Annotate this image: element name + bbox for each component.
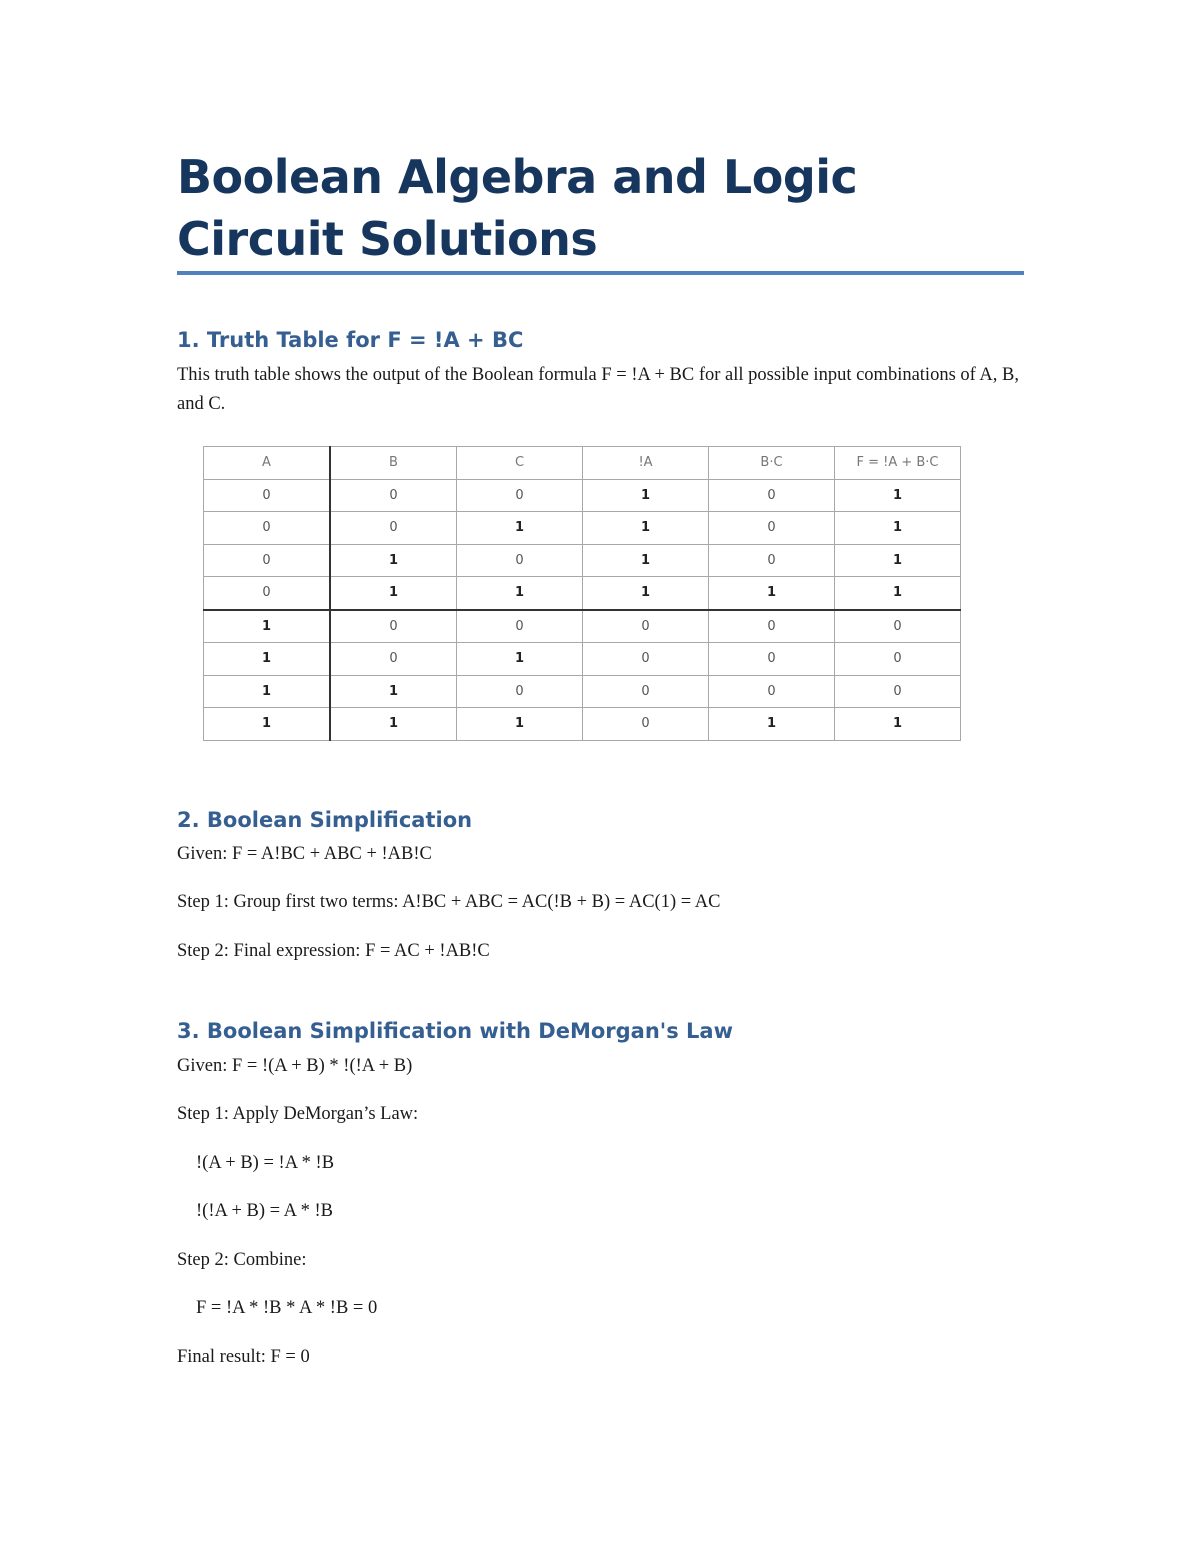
truth-table-cell: 1	[709, 708, 835, 741]
truth-table-cell: 0	[204, 479, 331, 512]
truth-table-cell: 0	[457, 610, 583, 643]
truth-table-cell: 0	[835, 675, 961, 708]
truth-table-row	[204, 708, 961, 741]
truth-table-cell: 1	[457, 577, 583, 610]
col-header-a: A	[204, 447, 331, 480]
truth-table-cell: 1	[330, 708, 457, 741]
truth-table-cell: 0	[583, 675, 709, 708]
col-header-not-a: !A	[583, 447, 709, 480]
truth-table-cell: 1	[583, 512, 709, 545]
truth-table-row	[204, 577, 961, 610]
truth-table	[203, 446, 961, 741]
truth-table-cell: 1	[583, 479, 709, 512]
truth-table-cell: 1	[204, 610, 331, 643]
truth-table-cell: 1	[330, 544, 457, 577]
truth-table-cell: 0	[330, 610, 457, 643]
truth-table-cell: 0	[709, 544, 835, 577]
truth-table-row	[204, 675, 961, 708]
title-underline	[177, 271, 1024, 275]
truth-table-cell: 0	[709, 479, 835, 512]
truth-table-cell: 1	[330, 675, 457, 708]
truth-table-cell: 0	[330, 643, 457, 676]
section3-step2-line1: F = !A * !B * A * !B = 0	[196, 1298, 378, 1318]
section3-given: Given: F = !(A + B) * !(!A + B)	[177, 1056, 413, 1076]
truth-table-cell: 1	[835, 479, 961, 512]
col-header-b: B	[330, 447, 457, 480]
truth-table-cell: 0	[583, 708, 709, 741]
truth-table-cell: 0	[709, 675, 835, 708]
truth-table-row	[204, 512, 961, 545]
truth-table-cell: 1	[204, 643, 331, 676]
truth-table-cell: 1	[583, 544, 709, 577]
section1-heading: 1. Truth Table for F = !A + BC	[177, 328, 524, 352]
truth-table-row	[204, 544, 961, 577]
truth-table-cell: 0	[835, 643, 961, 676]
col-header-bc: B·C	[709, 447, 835, 480]
section2-heading: 2. Boolean Simplification	[177, 808, 473, 832]
truth-table-cell: 0	[457, 675, 583, 708]
truth-table-cell: 0	[204, 544, 331, 577]
section2-given: Given: F = A!BC + ABC + !AB!C	[177, 844, 432, 864]
truth-table-cell: 1	[583, 577, 709, 610]
truth-table-cell: 0	[457, 479, 583, 512]
truth-table-cell: 1	[457, 708, 583, 741]
truth-table-header-row	[204, 447, 961, 480]
section1-description: This truth table shows the output of the Boolean formula F = !A + BC for all possible input combinations of A, B, and C.	[177, 365, 1019, 414]
truth-table-cell: 0	[835, 610, 961, 643]
section3-heading: 3. Boolean Simplification with DeMorgan's Law	[177, 1019, 733, 1043]
truth-table-row	[204, 643, 961, 676]
truth-table-cell: 0	[457, 544, 583, 577]
truth-table-cell: 1	[204, 675, 331, 708]
truth-table-cell: 1	[330, 577, 457, 610]
truth-table-cell: 0	[583, 643, 709, 676]
section2-step2: Step 2: Final expression: F = AC + !AB!C	[177, 941, 490, 961]
truth-table-cell: 0	[330, 479, 457, 512]
truth-table-cell: 0	[330, 512, 457, 545]
section3-step1-line2: !(!A + B) = A * !B	[196, 1201, 334, 1221]
truth-table-cell: 1	[204, 708, 331, 741]
section3-step2: Step 2: Combine:	[177, 1250, 307, 1270]
document-title: Boolean Algebra and Logic Circuit Solutions	[177, 150, 858, 266]
truth-table-cell: 1	[709, 577, 835, 610]
truth-table-row	[204, 610, 961, 643]
section3-step1: Step 1: Apply DeMorgan’s Law:	[177, 1104, 419, 1124]
truth-table-body	[204, 479, 961, 740]
section3-final: Final result: F = 0	[177, 1347, 310, 1367]
col-header-c: C	[457, 447, 583, 480]
truth-table-cell: 0	[204, 512, 331, 545]
truth-table-cell: 0	[204, 577, 331, 610]
truth-table-cell: 0	[709, 643, 835, 676]
truth-table-cell: 1	[457, 512, 583, 545]
truth-table-cell: 1	[835, 577, 961, 610]
truth-table-row	[204, 479, 961, 512]
truth-table-cell: 1	[835, 708, 961, 741]
section2-step1: Step 1: Group first two terms: A!BC + ABC = AC(!B + B) = AC(1) = AC	[177, 892, 721, 912]
truth-table-cell: 0	[709, 512, 835, 545]
section3-step1-line1: !(A + B) = !A * !B	[196, 1153, 335, 1173]
truth-table-cell: 0	[583, 610, 709, 643]
truth-table-cell: 1	[457, 643, 583, 676]
truth-table-cell: 0	[709, 610, 835, 643]
col-header-f: F = !A + B·C	[835, 447, 961, 480]
truth-table-cell: 1	[835, 544, 961, 577]
truth-table-cell: 1	[835, 512, 961, 545]
